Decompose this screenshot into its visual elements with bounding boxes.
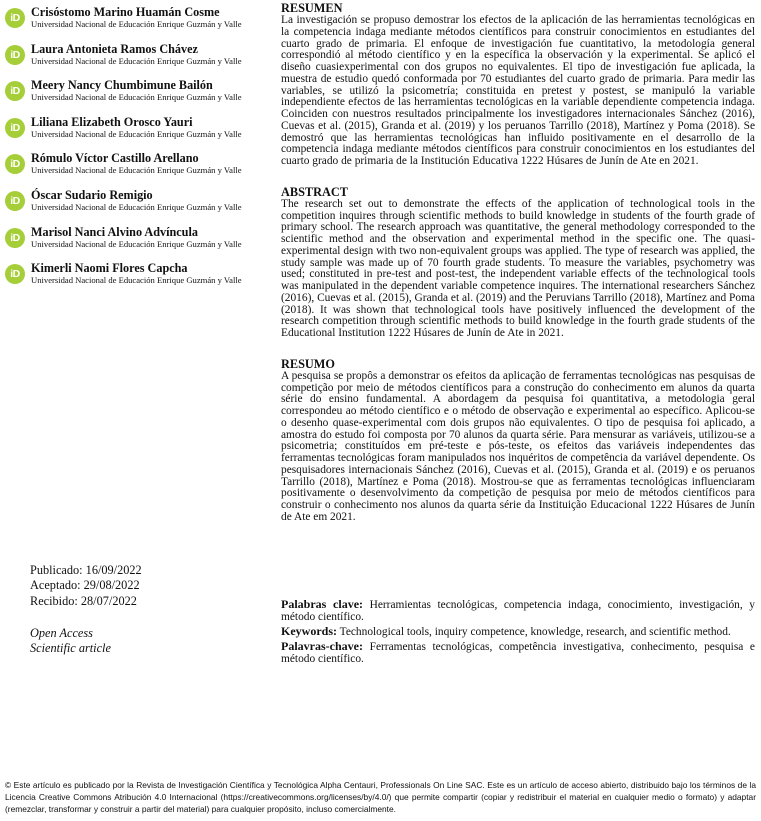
author-affiliation: Universidad Nacional de Educación Enrique Guzmán y Valle <box>31 128 242 139</box>
abstract-title: ABSTRACT <box>281 184 348 199</box>
author-text <box>31 78 242 102</box>
author-name: Óscar Sudario Remigio <box>31 187 153 202</box>
author-name: Kimerli Naomi Flores Capcha <box>31 261 188 276</box>
author-entry <box>5 42 267 79</box>
orcid-icon[interactable]: iD <box>5 264 25 284</box>
resumo-title: RESUMO <box>281 356 335 371</box>
author-text <box>31 225 242 249</box>
author-name: Laura Antonieta Ramos Chávez <box>31 41 198 56</box>
orcid-icon[interactable]: iD <box>5 191 25 211</box>
resumen-title: RESUMEN <box>281 1 343 15</box>
resumo-body: A pesquisa se propôs a demonstrar os efeitos da aplicação de ferramentas tecnológicas nas pesquisas de competição por meio de métodos científicos para a construção do conhecimento em alunos da quarta série do ensino fundamental. A abordagem da pesquisa foi quantitativa, a metodologia geral correspondeu ao método científico e o método de observação e experimental ao específico. Aplicou-se o desenho quase-experimental com dois grupos não equivalentes. O tipo de pesquisa foi aplicado, a amostra do estudo foi composta por 70 alunos da quarta série. Para mensurar as variáveis, utilizou-se a psicometria; constituídos em pré-teste e pós-teste, os efeitos das variáveis independentes das ferramentas tecnológicas foram manipulados nos inquéritos de competência da variável dependente. Os pesquisadores internacionais Sánchez (2016), Cuevas et al. (2015), Granda et al. (2019) e os peruanos Tarrillo (2018), Martínez e Poma (2018). Mostrou-se que as ferramentas tecnológicas influenciaram positivamente o desenvolvimento da competição de pesquisa por meio de métodos científicos para construir o conhecimento nos alunos da quarta série da Instituição Educacional 1222 Húsares de Junín de Ate em 2021. <box>281 369 755 523</box>
keywords-es-label: Palabras clave: <box>281 597 364 611</box>
received-date: Recibido: 28/07/2022 <box>30 593 137 608</box>
author-name: Meery Nancy Chumbimune Bailón <box>31 78 213 93</box>
author-entry <box>5 5 267 42</box>
author-text <box>31 151 242 175</box>
author-name: Crisóstomo Marino Huamán Cosme <box>31 5 220 19</box>
author-affiliation: Universidad Nacional de Educación Enrique Guzmán y Valle <box>31 238 242 249</box>
author-text <box>31 261 242 285</box>
article-type-label: Scientific article <box>30 641 111 656</box>
author-list <box>5 5 267 298</box>
author-entry <box>5 188 267 225</box>
published-date: Publicado: 16/09/2022 <box>30 563 142 577</box>
keywords-block <box>281 599 755 668</box>
author-name: Rómulo Víctor Castillo Arellano <box>31 151 199 166</box>
orcid-icon[interactable]: iD <box>5 81 25 101</box>
author-entry <box>5 115 267 152</box>
author-affiliation: Universidad Nacional de Educación Enrique Guzmán y Valle <box>31 55 242 66</box>
keywords-es <box>281 599 755 624</box>
author-text <box>31 42 242 66</box>
accepted-date: Aceptado: 29/08/2022 <box>30 578 140 593</box>
author-name: Liliana Elizabeth Orosco Yauri <box>31 114 193 129</box>
author-text <box>31 115 242 139</box>
keywords-pt-label: Palavras-chave: <box>281 639 363 654</box>
orcid-icon[interactable]: iD <box>5 228 25 248</box>
keywords-en <box>281 626 755 639</box>
author-affiliation: Universidad Nacional de Educación Enrique Guzmán y Valle <box>31 19 242 29</box>
abstract-body: The research set out to demonstrate the effects of the application of technological tools in the competition inquires through scientific methods to build knowledge in students of the fourth grade of primary school. The research approach was quantitative, the general methodology corresponded to the scientific method and the observation and experimental method in the specific one. The quasi-experimental design with two non-equivalent groups was applied. The type of research was applied, the study sample was made up of 70 fourth grade students. To measure the variables, psychometry was used; constituted in pre-test and post-test, the independent variable effects of the technological tools was manipulated in the dependent variable competence inquires. The international researchers Sánchez (2016), Cuevas et al. (2015), Granda et al. (2019) and the Peruvians Tarrillo (2018), Martínez and Poma (2018). It was shown that technological tools have positively influenced the development of the research competition through scientific methods to build knowledge in the fourth grade students of the Educational Institution 1222 Húsares de Junín de Ate in 2021. <box>281 197 755 339</box>
author-affiliation: Universidad Nacional de Educación Enrique Guzmán y Valle <box>31 201 242 212</box>
resumen-body: La investigación se propuso demostrar los efectos de la aplicación de las herramientas tecnológicas en la competencia indaga mediante métodos científicos para construir conocimientos en estudiantes del cuarto grado de primaria. El enfoque de investigación fue cuantitativo, la metodología general correspondió al método científico y en la específica la observación y la experimental. Se aplicó el diseño cuasiexperimental con dos grupos no equivalentes. El tipo de investigación fue aplicada, la muestra de estudio quedó conformada por 70 estudiantes del cuarto grado de primaria. Para medir las variables, se utilizó la psicometría; constituida en pretest y postest, se manipuló la variable independiente efectos de las herramientas tecnológicas en la variable dependiente competencia indaga. Coinciden con nuestros resultados principalmente los investigadores internacionales Sánchez (2016), Cuevas et al. (2015), Granda et al. (2019) y los peruanos Tarrillo (2018), Martínez y Poma (2018). Se demostró que las herramientas tecnológicas han influido positivamente en el desarrollo de la competencia indaga mediante métodos científicos para construir conocimientos en los estudiantes del cuarto grado de primaria de la Institución Educativa 1222 Húsares de Junín de Ate en 2021. <box>281 14 755 167</box>
author-entry <box>5 225 267 262</box>
orcid-icon[interactable]: iD <box>5 118 25 138</box>
resumo-section <box>281 358 755 524</box>
abstract-section <box>281 186 755 340</box>
keywords-en-text: Technological tools, inquiry competence, knowledge, research, and scientific method. <box>339 626 731 638</box>
access-info <box>30 626 111 657</box>
orcid-icon[interactable]: iD <box>5 8 25 28</box>
license-footer: © Este artículo es publicado por la Revista de Investigación Científica y Tecnológica Alpha Centauri, Professionals On Line SAC. Este es un artículo de acceso abierto, distribuido bajo los términos de la Licencia Creative Commons Atribución 4.0 Internacional (https://creativecommons.org/licenses/by/4.0/) que permite compartir (copiar y redistribuir el material en cualquier medio o formato) y adaptar (remezclar, transformar y construir a partir del material) para cualquier propósito, incluso comercialmente. <box>5 780 756 814</box>
orcid-icon[interactable]: iD <box>5 45 25 65</box>
author-text <box>31 5 242 29</box>
open-access-label: Open Access <box>30 626 93 640</box>
keywords-en-label: Keywords: <box>281 624 337 638</box>
author-affiliation: Universidad Nacional de Educación Enrique Guzmán y Valle <box>31 275 242 286</box>
abstracts-column <box>281 2 755 542</box>
keywords-pt-text: Ferramentas tecnológicas, competência investigativa, conhecimento, pesquisa e método científico. <box>281 641 755 665</box>
keywords-es-text: Herramientas tecnológicas, competencia indaga, conocimiento, investigación, y método científico. <box>281 599 755 623</box>
orcid-icon[interactable]: iD <box>5 154 25 174</box>
author-entry <box>5 261 267 298</box>
author-text <box>31 188 242 212</box>
author-name: Marisol Nanci Alvino Advíncula <box>31 224 198 239</box>
author-entry <box>5 78 267 115</box>
publication-dates <box>30 563 142 609</box>
author-affiliation: Universidad Nacional de Educación Enrique Guzmán y Valle <box>31 92 242 103</box>
author-entry <box>5 151 267 188</box>
resumen-section <box>281 2 755 168</box>
keywords-pt <box>281 641 755 666</box>
author-affiliation: Universidad Nacional de Educación Enrique Guzmán y Valle <box>31 165 242 176</box>
